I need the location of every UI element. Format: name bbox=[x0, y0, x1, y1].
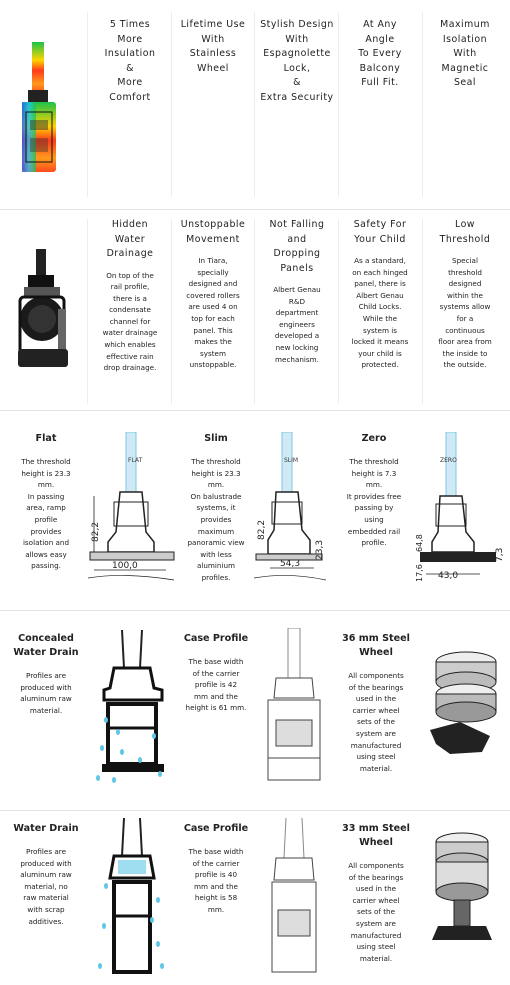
feature-title-espagnolette-lock: Stylish Design With Espagnolette Lock, & Extra Security bbox=[260, 19, 334, 103]
dimension-height-small: 23,3 bbox=[315, 539, 325, 560]
feature-unstoppable bbox=[173, 218, 253, 371]
dimension-width: 100,0 bbox=[112, 561, 138, 571]
flat-threshold-drawing bbox=[84, 432, 176, 594]
feature-text: The base width of the carrier profile is 40 mm and the height is 58 mm. bbox=[188, 847, 244, 914]
column-divider bbox=[254, 219, 255, 404]
feature-title: 36 mm Steel Wheel bbox=[342, 633, 410, 658]
feature-title: Unstoppable Movement bbox=[180, 219, 246, 245]
threshold-slim bbox=[176, 432, 256, 584]
threshold-title: Slim bbox=[204, 433, 228, 444]
profile-tag: ZERO bbox=[440, 457, 457, 464]
steel-wheel-33 bbox=[336, 822, 416, 964]
dimension-height-bottom: 17,6 bbox=[415, 564, 424, 582]
case-profile-40 bbox=[176, 822, 256, 916]
feature-text: Special threshold designed within the systems allow for a continuous floor area from the inside to the outside. bbox=[438, 256, 492, 370]
feature-title: Case Profile bbox=[183, 633, 249, 644]
dimension-width: 43,0 bbox=[438, 571, 459, 581]
feature-title: Not Falling and Dropping Panels bbox=[269, 219, 325, 274]
feature-low-threshold bbox=[424, 218, 506, 371]
features-row-1 bbox=[0, 0, 510, 209]
feature-title: Safety For Your Child bbox=[353, 219, 407, 245]
column-divider bbox=[87, 219, 88, 404]
concealed-drain-drawing bbox=[92, 628, 172, 788]
column-divider bbox=[171, 219, 172, 404]
feature-title: Case Profile bbox=[183, 823, 249, 834]
feature-text: On top of the rail profile, there is a condensate channel for water drainage which enables effective rain drop drainage. bbox=[102, 270, 158, 373]
threshold-row bbox=[0, 410, 510, 610]
feature-title-magnetic-seal: Maximum Isolation With Magnetic Seal bbox=[440, 19, 490, 88]
profile-row-2 bbox=[0, 810, 510, 985]
dimension-height: 82,2 bbox=[257, 519, 267, 540]
column-divider bbox=[422, 219, 423, 404]
profile-tag: SLIM bbox=[284, 457, 299, 464]
column-divider bbox=[422, 12, 423, 197]
threshold-title: Zero bbox=[361, 433, 387, 444]
thermal-profile-image bbox=[14, 42, 64, 177]
slim-threshold-drawing bbox=[252, 432, 328, 594]
feature-title: 33 mm Steel Wheel bbox=[342, 823, 410, 848]
case-profile-42 bbox=[176, 632, 256, 714]
threshold-text: The threshold height is 23.3 mm. In passing area, ramp profile provides isolation and allows easy passing. bbox=[21, 457, 71, 571]
threshold-flat bbox=[6, 432, 86, 572]
threshold-title: Flat bbox=[35, 433, 57, 444]
feature-text: Albert Genau R&D department engineers developed a new locking mechanism. bbox=[273, 285, 321, 364]
zero-threshold-drawing bbox=[410, 432, 506, 594]
water-drain-drawing bbox=[92, 816, 172, 978]
feature-title: Low Threshold bbox=[439, 219, 491, 245]
case-profile-drawing bbox=[256, 628, 332, 788]
dimension-height: 64,8 bbox=[415, 534, 424, 552]
feature-not-falling bbox=[256, 218, 338, 365]
water-drain bbox=[6, 822, 86, 927]
feature-title: Water Drain bbox=[13, 823, 79, 834]
profile-row-1 bbox=[0, 610, 510, 810]
rail-cross-section-image bbox=[14, 249, 72, 377]
threshold-text: The threshold height is 23.3 mm. On balustrade systems, it provides maximum panoramic view with less aluminium profiles. bbox=[187, 457, 245, 582]
profile-tag: FLAT bbox=[128, 457, 143, 464]
feature-text: All components of the bearings used in the carrier wheel sets of the system are manufactured using steel material. bbox=[348, 671, 404, 773]
dimension-height-small: 7,3 bbox=[495, 547, 505, 562]
feature-text: In Tiara, specially designed and covered rollers are used 4 on top for each panel. This makes the system unstoppable. bbox=[186, 256, 240, 370]
feature-text: Profiles are produced with aluminum raw material. bbox=[20, 671, 72, 715]
feature-hidden-drainage bbox=[90, 218, 170, 374]
feature-title-any-angle: At Any Angle To Every Balcony Full Fit. bbox=[358, 19, 402, 88]
concealed-water-drain bbox=[6, 632, 86, 716]
feature-text: Profiles are produced with aluminum raw material, no raw material with scrap additives. bbox=[20, 847, 72, 926]
feature-title-insulation: 5 Times More Insulation & More Comfort bbox=[104, 19, 156, 103]
features-row-2 bbox=[0, 209, 510, 410]
feature-text: As a standard, on each hinged panel, there is Albert Genau Child Locks. While the system is locked it means your child is protected. bbox=[351, 256, 409, 370]
feature-text: The base width of the carrier profile is 42 mm and the height is 61 mm. bbox=[185, 657, 247, 713]
feature-child-safety bbox=[340, 218, 420, 371]
threshold-zero bbox=[334, 432, 414, 549]
dimension-width: 54,3 bbox=[280, 559, 301, 569]
threshold-text: The threshold height is 7.3 mm. It provides free passing by using embedded rail profile. bbox=[346, 457, 402, 548]
column-divider bbox=[338, 219, 339, 404]
feature-title: Concealed Water Drain bbox=[13, 633, 79, 658]
steel-wheel-drawing bbox=[420, 644, 504, 764]
steel-wheel-drawing-2 bbox=[420, 828, 504, 958]
feature-title-stainless-wheel: Lifetime Use With Stainless Wheel bbox=[180, 19, 246, 74]
case-profile-drawing-2 bbox=[256, 818, 332, 978]
dimension-height: 82,2 bbox=[91, 521, 101, 542]
feature-title: Hidden Water Drainage bbox=[106, 219, 154, 259]
column-divider bbox=[254, 12, 255, 197]
column-divider bbox=[87, 12, 88, 197]
column-divider bbox=[171, 12, 172, 197]
column-divider bbox=[338, 12, 339, 197]
steel-wheel-36 bbox=[336, 632, 416, 774]
feature-text: All components of the bearings used in the carrier wheel sets of the system are manufactured using steel material. bbox=[348, 861, 404, 963]
